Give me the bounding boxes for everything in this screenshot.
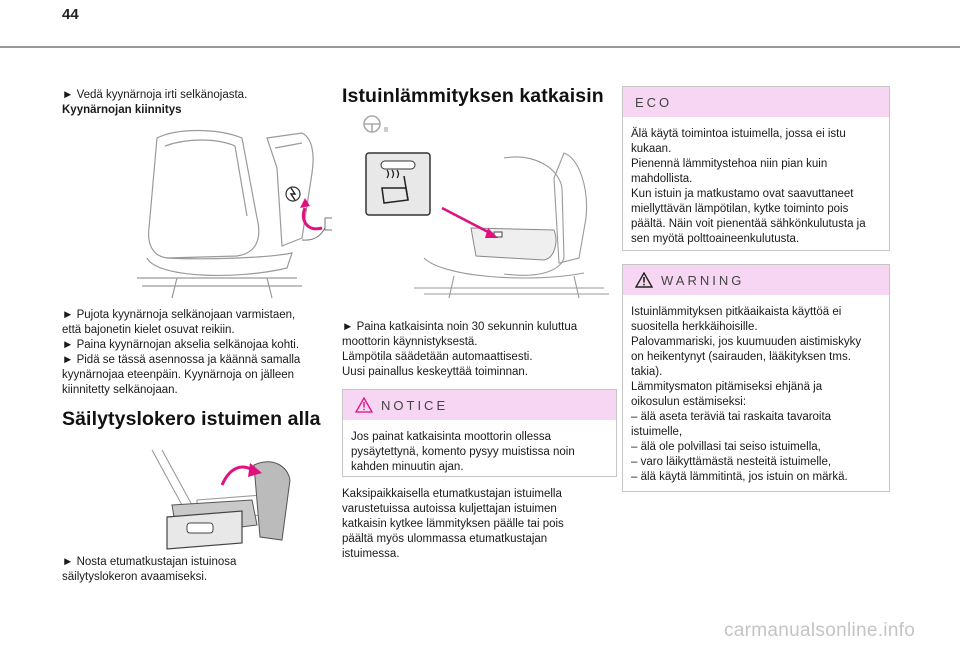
watermark: carmanualsonline.info bbox=[724, 620, 916, 641]
text-line: – älä aseta teräviä tai raskaita tavaroita bbox=[631, 411, 832, 423]
text-line: Istuinlämmityksen pitkäaikaista käyttöä ei bbox=[631, 306, 842, 318]
storage-drawer-illustration bbox=[142, 445, 292, 550]
text-line: Lämpötila säädetään automaattisesti. bbox=[342, 351, 533, 363]
text-line: Älä käytä toimintoa istuimella, jossa ei istu bbox=[631, 128, 846, 140]
text-line: Palovammariski, jos kuumuuden aistimiskyky bbox=[631, 336, 862, 348]
text-line: – älä käytä lämmitintä, jos istuin on märkä. bbox=[631, 471, 848, 483]
text-line: päältä. Näin voit pienentää sähkönkulutusta ja bbox=[631, 218, 866, 230]
text-line: Kaksipaikkaisella etumatkustajan istuimella bbox=[342, 488, 562, 500]
text-line: katkaisin kytkee lämmityksen päälle tai pois bbox=[342, 518, 564, 530]
text-line: – älä ole polvillasi tai seiso istuimella, bbox=[631, 441, 821, 453]
armrest-seat-illustration bbox=[117, 128, 332, 303]
text-line: säilytyslokeron avaamiseksi. bbox=[62, 571, 208, 583]
text-line: kyynärnojaa eteenpäin. Kyynärnoja on jälleen bbox=[62, 369, 295, 381]
seat-heating-section-title: Istuinlämmityksen katkaisin bbox=[342, 85, 604, 107]
text-line: istuimelle, bbox=[631, 426, 683, 438]
text-line: Pienennä lämmitystehoa niin pian kuin bbox=[631, 158, 828, 170]
storage-instruction bbox=[62, 555, 332, 585]
text-line: oikosulun estämiseksi: bbox=[631, 396, 747, 408]
text-line: ► Paina katkaisinta noin 30 sekunnin kuluttua bbox=[342, 321, 578, 333]
dual-seat-note bbox=[342, 487, 617, 562]
warning-triangle-icon bbox=[635, 272, 653, 288]
text-line: varustetuissa autoissa kuljettajan istuimen bbox=[342, 503, 557, 515]
text-line: Lämmitysmaton pitämiseksi ehjänä ja bbox=[631, 381, 823, 393]
text-line: on heikentynyt (sairauden, lääkityksen tms. bbox=[631, 351, 851, 363]
warning-header bbox=[623, 265, 889, 295]
text-line: mahdollista. bbox=[631, 173, 693, 185]
page-number: 44 bbox=[62, 6, 79, 23]
text-line: pysäytettynä, komento pysyy muistissa noin bbox=[351, 446, 575, 458]
text-line: ► Pujota kyynärnoja selkänojaan varmistaen, bbox=[62, 309, 296, 321]
text-line: Kun istuin ja matkustamo ovat saavuttaneet bbox=[631, 188, 854, 200]
eco-title: ECO bbox=[635, 94, 673, 110]
text-line: sen myötä polttoaineenkulutusta. bbox=[631, 233, 800, 245]
steering-wheel-icon bbox=[360, 113, 392, 135]
eco-box bbox=[622, 86, 890, 251]
text-line: Uusi painallus keskeyttää toiminnan. bbox=[342, 366, 529, 378]
text-line: että bajonetin kielet osuvat reikiin. bbox=[62, 324, 235, 336]
text-line: kiinnitetty selkänojaan. bbox=[62, 384, 178, 396]
top-rule bbox=[0, 46, 960, 48]
notice-header bbox=[343, 390, 616, 420]
text-line: kahden minuutin ajan. bbox=[351, 461, 464, 473]
text-line: takia). bbox=[631, 366, 663, 378]
seat-heating-illustration bbox=[364, 148, 614, 300]
text-line: Jos painat katkaisinta moottorin ollessa bbox=[351, 431, 552, 443]
notice-title: NOTICE bbox=[381, 397, 449, 413]
text-line: ► Paina kyynärnojan akselia selkänojaa kohti. bbox=[62, 339, 300, 351]
notice-triangle-icon bbox=[355, 397, 373, 413]
text-line: kukaan. bbox=[631, 143, 672, 155]
text-line: – varo läikyttämästä nesteitä istuimelle, bbox=[631, 456, 832, 468]
text-line: miellyttävän lämpötilan, kytke toiminto pois bbox=[631, 203, 849, 215]
armrest-fitting-heading: Kyynärnojan kiinnitys bbox=[62, 104, 182, 116]
text-line: päältä myös ulommassa etumatkustajan bbox=[342, 533, 548, 545]
text-line: ► Pidä se tässä asennossa ja käännä samalla bbox=[62, 354, 301, 366]
seat-heating-steps bbox=[342, 320, 617, 380]
notice-box bbox=[342, 389, 617, 477]
text-line: ► Nosta etumatkustajan istuinosa bbox=[62, 556, 237, 568]
storage-section-title: Säilytyslokero istuimen alla bbox=[62, 408, 321, 430]
text-line: istuimessa. bbox=[342, 548, 400, 560]
text-line: suositella herkkäihoisille. bbox=[631, 321, 758, 333]
text-line: moottorin käynnistyksestä. bbox=[342, 336, 478, 348]
warning-title: WARNING bbox=[661, 272, 745, 288]
instruction-pull-armrest: ► Vedä kyynärnoja irti selkänojasta. bbox=[62, 89, 248, 101]
armrest-steps bbox=[62, 308, 338, 398]
warning-box bbox=[622, 264, 890, 492]
eco-header bbox=[623, 87, 889, 117]
